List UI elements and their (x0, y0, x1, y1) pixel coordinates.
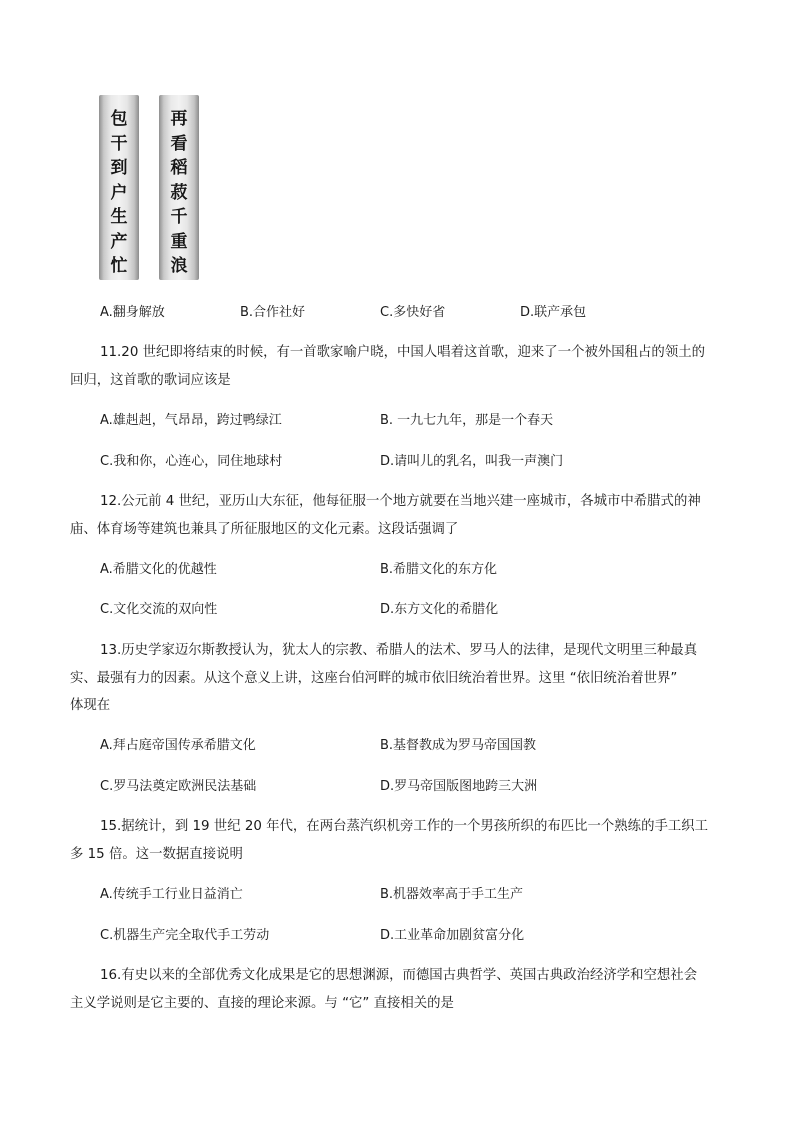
q13-stem-line1: 13.历史学家迈尔斯教授认为，犹太人的宗教、希腊人的法术、罗马人的法律，是现代文明里三种最真 (100, 643, 698, 658)
q12-option-a[interactable]: A.希腊文化的优越性 (100, 562, 217, 577)
couplet-char: 浪 (170, 256, 188, 276)
q13-stem-line2: 实、最强有力的因素。从这个意义上讲，这座台伯河畔的城市依旧统治着世界。这里 “依旧统治着世界” (70, 671, 678, 686)
q11-option-c[interactable]: C.我和你，心连心，同住地球村 (100, 454, 283, 469)
q10-option-b[interactable]: B.合作社好 (240, 305, 306, 320)
q11-stem-line1: 11.20 世纪即将结束的时候，有一首歌家喻户晓，中国人唱着这首歌，迎来了一个被外国租占的领土的 (100, 345, 705, 360)
q10-option-d[interactable]: D.联产承包 (520, 305, 587, 320)
couplet-char: 干 (110, 133, 128, 154)
q15-stem-line1: 15.据统计，到 19 世纪 20 年代，在两台蒸汽织机旁工作的一个男孩所织的布匹比一个熟练的手工织工 (100, 819, 709, 834)
q13-option-c[interactable]: C.罗马法奠定欧洲民法基础 (100, 779, 257, 794)
q13-option-d[interactable]: D.罗马帝国版图地跨三大洲 (380, 779, 538, 794)
q15-option-a[interactable]: A.传统手工行业日益消亡 (100, 887, 243, 902)
q11-option-b[interactable]: B. 一九七九年，那是一个春天 (380, 413, 554, 428)
q13-stem-line3: 体现在 (70, 698, 111, 713)
couplet-char: 忙 (110, 256, 128, 276)
couplet-char: 户 (110, 182, 128, 203)
couplet-char: 稻 (170, 158, 188, 178)
q12-option-d[interactable]: D.东方文化的希腊化 (380, 602, 499, 617)
left-couplet-scroll (99, 95, 139, 280)
q12-option-b[interactable]: B.希腊文化的东方化 (380, 562, 498, 577)
q11-stem-line2: 回归，这首歌的歌词应该是 (70, 373, 231, 388)
q12-stem-line1: 12.公元前 4 世纪，亚历山大东征，他每征服一个地方就要在当地兴建一座城市，各城市中希腊式的神 (100, 494, 701, 509)
couplet-char: 看 (170, 133, 188, 154)
q10-option-c[interactable]: C.多快好省 (380, 305, 446, 320)
couplet-char: 再 (170, 109, 188, 129)
q13-option-b[interactable]: B.基督教成为罗马帝国国教 (380, 738, 537, 753)
couplet-char: 生 (110, 207, 128, 227)
couplet-char: 菽 (170, 182, 188, 203)
q16-stem-line1: 16.有史以来的全部优秀文化成果是它的思想渊源，而德国古典哲学、英国古典政治经济学和空想社会 (100, 968, 698, 983)
couplet-char: 千 (170, 207, 188, 227)
q11-option-d[interactable]: D.请叫儿的乳名，叫我一声澳门 (380, 454, 564, 469)
q12-option-c[interactable]: C.文化交流的双向性 (100, 602, 218, 617)
couplet-char: 重 (170, 231, 188, 252)
left-couplet-text (99, 107, 139, 279)
q10-option-a[interactable]: A.翻身解放 (100, 305, 165, 320)
q16-stem-line2: 主义学说则是它主要的、直接的理论来源。与 “它” 直接相关的是 (70, 996, 454, 1011)
q12-stem-line2: 庙、体育场等建筑也兼具了所征服地区的文化元素。这段话强调了 (70, 522, 459, 537)
q11-option-a[interactable]: A.雄赳赳，气昂昂，跨过鸭绿江 (100, 413, 282, 428)
q15-option-c[interactable]: C.机器生产完全取代手工劳动 (100, 928, 270, 943)
right-couplet-scroll (159, 95, 199, 280)
couplet-char: 包 (110, 109, 128, 129)
q15-stem-line2: 多 15 倍。这一数据直接说明 (70, 847, 243, 862)
couplet-char: 产 (110, 231, 128, 252)
couplet-char: 到 (110, 158, 128, 178)
q15-option-d[interactable]: D.工业革命加剧贫富分化 (380, 928, 525, 943)
right-couplet-text (159, 107, 199, 279)
couplet-image (99, 95, 201, 283)
q15-option-b[interactable]: B.机器效率高于手工生产 (380, 887, 524, 902)
q13-option-a[interactable]: A.拜占庭帝国传承希腊文化 (100, 738, 256, 753)
